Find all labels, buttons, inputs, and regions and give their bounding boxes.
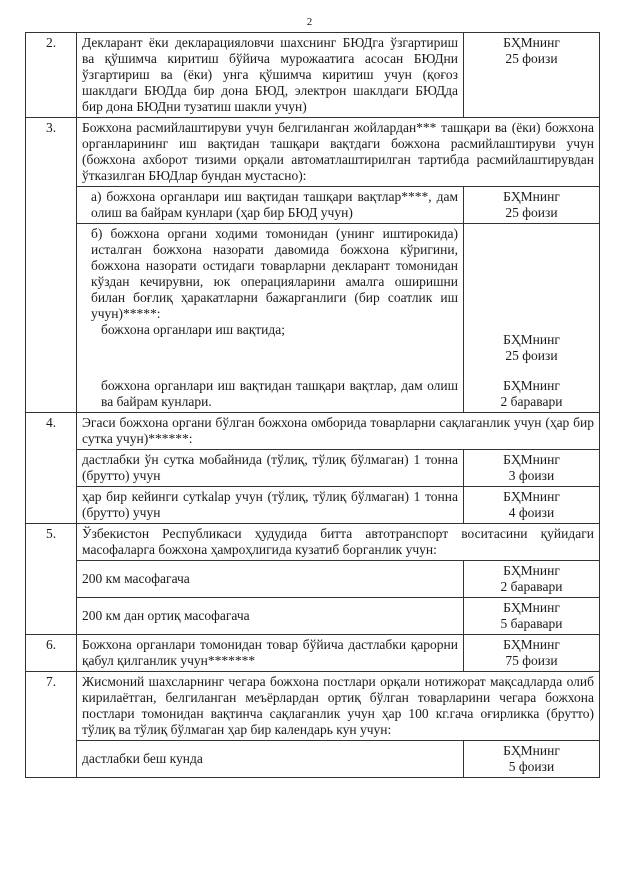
rate-label: БҲМнинг bbox=[503, 378, 560, 393]
rate-value: 2 баравари bbox=[500, 579, 563, 594]
table-row bbox=[26, 741, 600, 778]
table-row bbox=[26, 118, 600, 187]
page-number: 2 bbox=[306, 16, 313, 28]
rate-value: 75 фоизи bbox=[505, 653, 558, 668]
rate-label: БҲМнинг bbox=[503, 452, 560, 467]
subitem-b-text: б) божхона органи ходими томонидан (унинг иштирокида) исталган божхона назорати давомида божхона кўригини, божхона назорати остидаги товарларни декларант томонидан кўздан кечирувни, юк операцияларини амалга оширишни билан боғлиқ ҳаракатларни бажарганлиги (бир соатлик иш учун)*****: bbox=[91, 226, 458, 321]
rate-value: 25 фоизи bbox=[505, 348, 558, 363]
table-row bbox=[26, 450, 600, 487]
table-row bbox=[26, 487, 600, 524]
row-number: 2. bbox=[26, 33, 77, 118]
row-text: а) божхона органлари иш вақтидан ташқари вақтлар****, дам олиш ва байрам кунлари (ҳар бир БЮД учун) bbox=[77, 187, 464, 224]
spacer bbox=[469, 364, 594, 378]
row-text: 200 км дан ортиқ масофагача bbox=[77, 598, 464, 635]
fees-table bbox=[25, 32, 600, 778]
rate-cell bbox=[464, 187, 600, 224]
rate-label: БҲМнинг bbox=[503, 743, 560, 758]
row-text: Декларант ёки декларацияловчи шахснинг БЮДга ўзгартириш ва қўшимча киритиш бўйича мурожаатига асосан БЮДни ўзгартириш ва (ёки) унга қўшимча киритиш учун (қоғоз шаклдаги БЮДда бир дона БЮД, электрон шаклдаги БЮДда бир дона БЮДни тузатиш шакли учун) bbox=[77, 33, 464, 118]
rate-cell bbox=[464, 598, 600, 635]
row-text: Жисмоний шахсларнинг чегара божхона постлари орқали нотижорат мақсадларда олиб кирилаётган, белгиланган меъёрлардан ортиқ бўлган товарларини чегара божхона постлари томонидан вақтинча сақлаганлик учун ҳар 100 кг.гача оғирликка (брутто) тўлиқ ва тўлиқ бўлмаган ҳар бир календарь кун учун: bbox=[77, 672, 600, 741]
rate-cell bbox=[464, 33, 600, 118]
row-text: Ўзбекистон Республикаси ҳудудида битта автотранспорт воситасини қуйидаги масофаларга божхона ҳамроҳлигида кузатиб борганлик учун: bbox=[77, 524, 600, 561]
spacer bbox=[91, 338, 458, 378]
table-row bbox=[26, 33, 600, 118]
rate-label: БҲМнинг bbox=[503, 563, 560, 578]
rate-value: 5 фоизи bbox=[508, 759, 555, 774]
row-text: дастлабки беш кунда bbox=[77, 741, 464, 778]
subitem-b2-text: божхона органлари иш вақтидан ташқари вақтлар, дам олиш ва байрам кунлари. bbox=[101, 378, 458, 409]
row-text: ҳар бир кейинги сутkalар учун (тўлиқ, тўлиқ бўлмаган) 1 тонна (брутто) учун bbox=[77, 487, 464, 524]
rate-label: БҲМнинг bbox=[503, 332, 560, 347]
table-row bbox=[26, 561, 600, 598]
rate-cell bbox=[464, 450, 600, 487]
row-text-multi bbox=[77, 224, 464, 413]
rate-cell bbox=[464, 487, 600, 524]
table-row bbox=[26, 635, 600, 672]
table-row bbox=[26, 672, 600, 741]
rate-label: БҲМнинг bbox=[503, 489, 560, 504]
rate-cell bbox=[464, 561, 600, 598]
rate-cell bbox=[464, 635, 600, 672]
rate-value: 3 фоизи bbox=[508, 468, 555, 483]
rate-label: БҲМнинг bbox=[503, 637, 560, 652]
row-number: 3. bbox=[26, 118, 77, 413]
table-row bbox=[26, 524, 600, 561]
rate-value: 25 фоизи bbox=[505, 205, 558, 220]
rate-cell bbox=[464, 741, 600, 778]
row-number: 6. bbox=[26, 635, 77, 672]
rate-value: 5 баравари bbox=[500, 616, 563, 631]
row-number: 5. bbox=[26, 524, 77, 635]
rate-label: БҲМнинг bbox=[503, 600, 560, 615]
rate-label: БҲМнинг bbox=[503, 35, 560, 50]
rate-value: 2 баравари bbox=[500, 394, 563, 409]
row-text: Эгаси божхона органи бўлган божхона омборида товарларни сақлаганлик учун (ҳар бир сутка учун)******: bbox=[77, 413, 600, 450]
row-text: Божхона расмийлаштируви учун белгиланган жойлардан*** ташқари ва (ёки) божхона органларининг иш вақтидан ташқари вақтдаги божхона расмийлаштируви учун (божхона ахборот тизими орқали автоматлаштирилган тартибда расмийлаштирувдан ўтказилган БЮДлар бундан мустасно): bbox=[77, 118, 600, 187]
subitem-b1-text: божхона органлари иш вақтида; bbox=[101, 322, 285, 337]
table-row bbox=[26, 413, 600, 450]
rate-value: 25 фоизи bbox=[505, 51, 558, 66]
row-number: 7. bbox=[26, 672, 77, 778]
table-row bbox=[26, 187, 600, 224]
table-row bbox=[26, 598, 600, 635]
rate-cell bbox=[464, 224, 600, 413]
row-text: дастлабки ўн сутка мобайнида (тўлиқ, тўлиқ бўлмаган) 1 тонна (брутто) учун bbox=[77, 450, 464, 487]
row-text: 200 км масофагача bbox=[77, 561, 464, 598]
table-row bbox=[26, 224, 600, 413]
row-text: Божхона органлари томонидан товар бўйича дастлабки қарорни қабул қилганлик учун******* bbox=[77, 635, 464, 672]
rate-value: 4 фоизи bbox=[508, 505, 555, 520]
rate-label: БҲМнинг bbox=[503, 189, 560, 204]
row-number: 4. bbox=[26, 413, 77, 524]
